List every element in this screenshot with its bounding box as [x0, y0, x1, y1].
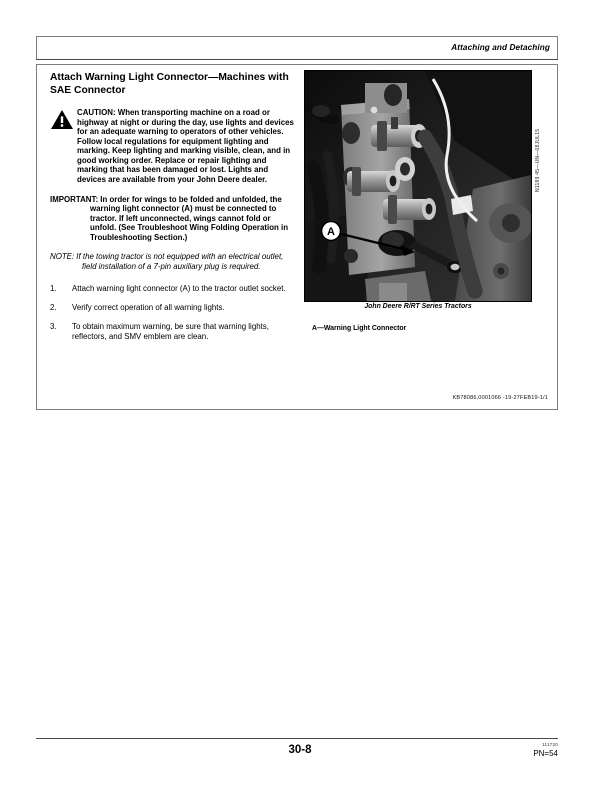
caution-text: CAUTION: When transporting machine on a road or highway at night or during the day, use lights and devices for an adequate warning to operators of other vehicles. Follow local regulations for equipment lighting and marking. Keep lighting and marking visible, clean, and in good working order. Replace or repair lighting and marking that has been damaged or lost. Lights and devices are available from your John Deere dealer. — [77, 108, 294, 185]
footer-date-code: 111720 — [542, 742, 558, 747]
list-item — [50, 322, 298, 341]
step-number: 2. — [50, 303, 57, 313]
reference-code: KB78086,0001066 -19-27FEB19-1/1 — [452, 395, 548, 401]
list-item — [50, 284, 298, 294]
step-number: 3. — [50, 321, 57, 331]
caution-block — [50, 108, 298, 184]
warning-triangle-icon — [51, 110, 73, 129]
section-title: Attach Warning Light Connector—Machines with SAE Connector — [50, 72, 289, 96]
text-column — [50, 72, 298, 350]
step-number: 1. — [50, 284, 57, 294]
step-text: To obtain maximum warning, be sure that warning lights, reflectors, and SMV emblem are clean. — [72, 321, 269, 341]
header-rule — [36, 59, 558, 60]
footer-pn: PN=54 — [533, 749, 558, 758]
list-item — [50, 303, 298, 313]
running-header-title: Attaching and Detaching — [451, 43, 550, 52]
footer-rule — [36, 738, 558, 739]
step-text: Attach warning light connector (A) to the tractor outlet socket. — [72, 284, 286, 294]
important-text: IMPORTANT: In order for wings to be folded and unfolded, the warning light connector (A) must be connected to tractor. If left unconnected, wings cannot fold or unfold. (See Troubleshoot Wing Folding Operation in Troubleshooting Section.) — [50, 194, 289, 242]
procedure-steps — [50, 284, 298, 341]
figure-photo — [304, 70, 532, 302]
note-text: NOTE: If the towing tractor is not equipped with an electrical outlet, field installation of a 7-pin auxiliary plug is required. — [50, 252, 284, 271]
svg-text:A: A — [327, 226, 335, 238]
figure-caption: John Deere R/RT Series Tractors — [364, 303, 472, 310]
figure-legend: A—Warning Light Connector — [312, 325, 407, 332]
step-text: Verify correct operation of all warning lights. — [72, 303, 225, 313]
figure-photo-id: N1189 45—UN—08JUL15 — [535, 128, 541, 192]
page-number: 30-8 — [288, 744, 312, 756]
figure-photo-wrapper — [304, 70, 532, 302]
